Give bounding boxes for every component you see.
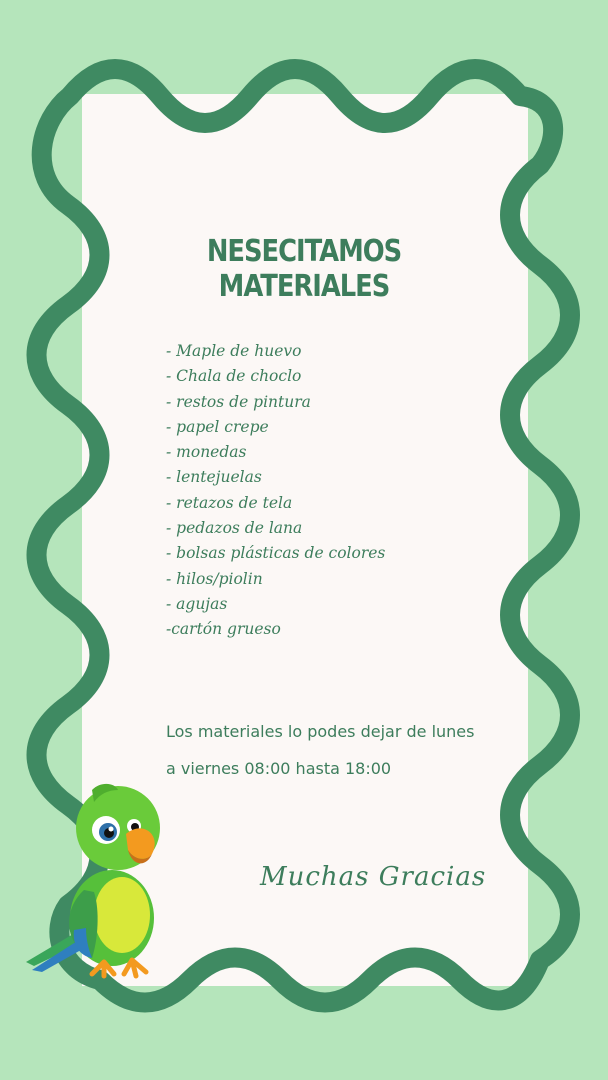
list-item: - hilos/piolin <box>166 569 263 588</box>
page-title: NESECITAMOS MATERIALES <box>206 234 402 304</box>
list-item: - Chala de choclo <box>166 367 302 386</box>
list-item: - monedas <box>166 443 247 462</box>
drop-off-note-line-2: a viernes 08:00 hasta 18:00 <box>166 759 392 778</box>
parrot-icon <box>22 780 164 980</box>
drop-off-note-line-1: Los materiales lo podes dejar de lunes <box>166 722 475 741</box>
thanks-signature: Muchas Gracias <box>260 862 487 892</box>
list-item: - lentejuelas <box>166 468 262 487</box>
list-item: - pedazos de lana <box>166 519 303 538</box>
list-item: - retazos de tela <box>166 493 293 512</box>
list-item: - agujas <box>166 594 228 613</box>
list-item: -cartón grueso <box>166 620 281 639</box>
list-item: - Maple de huevo <box>166 342 302 360</box>
list-item: - papel crepe <box>166 417 269 436</box>
list-item: - restos de pintura <box>166 392 311 411</box>
list-item: - bolsas plásticas de colores <box>166 544 386 563</box>
materials-list <box>166 339 385 643</box>
